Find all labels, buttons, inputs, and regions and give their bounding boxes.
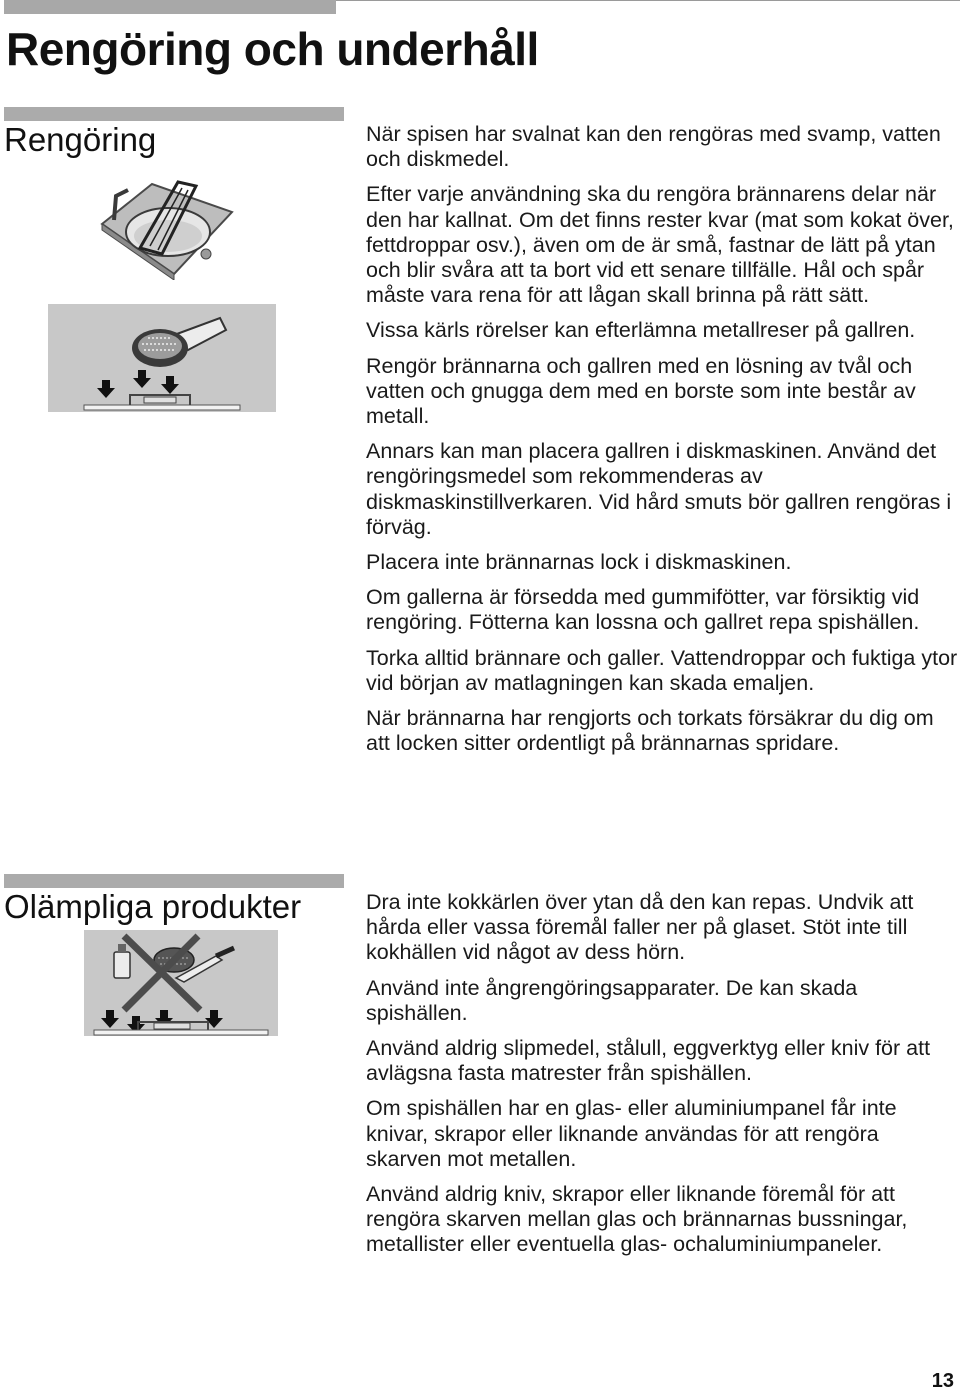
paragraph: Placera inte brännarnas lock i diskmaskinen. [366,550,792,575]
section-heading-rengoring: Rengöring [4,121,157,158]
section-body-rengoring [366,122,958,766]
section-bar-olampliga [4,874,344,888]
section-body-olampliga [366,890,958,1268]
paragraph: När spisen har svalnat kan den rengöras med svamp, vatten och diskmedel. [366,122,941,172]
paragraph: Använd aldrig slipmedel, stålull, eggverktyg eller kniv för att avlägsna fasta matrester från spishällen. [366,1036,931,1086]
unsuitable-products-illustration [84,930,278,1036]
paragraph: Om spishällen har en glas- eller aluminiumpanel får inte knivar, skrapor eller liknande användas för att rengöra skarven mot metallen. [366,1096,897,1171]
header-rule [336,0,960,1]
paragraph: När brännarna har rengjorts och torkats försäkrar du dig om att locken sitter ordentligt på brännarnas spridare. [366,706,934,756]
paragraph: Rengör brännarna och gallren med en lösning av tvål och vatten och gnugga dem med en borste som inte består av metall. [366,353,916,429]
paragraph: Om gallerna är försedda med gummifötter, var försiktig vid rengöring. Fötterna kan lossna och gallret repa spishällen. [366,585,920,635]
brush-cleaning-illustration [48,304,276,412]
paragraph: Använd inte ångrengöringsapparater. De kan skada spishällen. [366,975,858,1025]
section-bar-rengoring [4,107,344,121]
paragraph: Annars kan man placera gallren i diskmaskinen. Använd det rengöringsmedel som rekommenderas av diskmaskinstillverkaren. Vid hård smuts bör gallren rengöras i förväg. [366,439,952,539]
page-title: Rengöring och underhåll [6,23,539,75]
sink-washing-illustration [96,176,234,280]
paragraph: Vissa kärls rörelser kan efterlämna metallreser på gallren. [366,318,916,343]
paragraph: Torka alltid brännare och galler. Vattendroppar och fuktiga ytor vid början av matlagningen kan skada emaljen. [366,645,958,695]
page-number: 13 [931,1370,954,1392]
paragraph: Efter varje användning ska du rengöra brännarens delar när den har kallnat. Om det finns rester kvar (mat som kokat över, fettdroppar osv.), även om de är små, fastnar de lätt på ytan och blir svåra att ta bort vid ett senare tillfälle. Hål och spår måste vara rena för att lågan skall brinna på rätt sätt. [366,182,954,308]
paragraph: Dra inte kokkärlen över ytan då den kan repas. Undvik att hårda eller vassa föremål faller ner på glaset. Stöt inte till kokhällen vid något av dess hörn. [366,890,914,965]
section-heading-olampliga: Olämpliga produkter [4,888,302,925]
paragraph: Använd aldrig kniv, skrapor eller liknande föremål för att rengöra skarven mellan glas och brännarnas bussningar, metallister eller eventuella glas- ochaluminiumpaneler. [366,1182,908,1257]
header-bar [4,0,336,14]
